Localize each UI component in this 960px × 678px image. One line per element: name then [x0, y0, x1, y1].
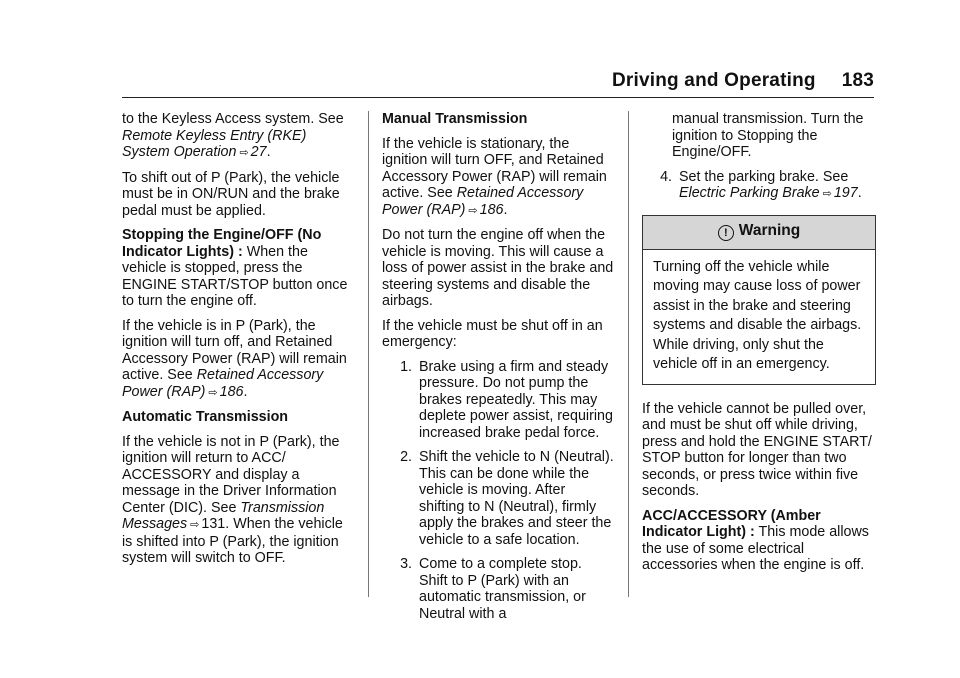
- emergency-steps-list: [382, 359, 614, 623]
- cross-reference-link[interactable]: Retained Accessory Power (RAP): [382, 185, 584, 218]
- page-reference-arrow-icon: ⇨: [822, 188, 832, 200]
- list-number: 1.: [400, 358, 412, 375]
- column-3: [642, 111, 876, 582]
- page-reference[interactable]: 131: [201, 516, 226, 532]
- paragraph: ACC/ACCESSORY (Amber Indicator Light) : This mode allows the use of some electrical accessories when the engine is off.: [642, 507, 869, 573]
- list-number: 3.: [400, 556, 412, 572]
- paragraph: If the vehicle is in P (Park), the ignition will turn off, and Retained Accessory Power (RAP) will remain active. See Retained Accessory Power (RAP) ⇨ 186.: [122, 317, 347, 400]
- page-reference-arrow-icon: ⇨: [208, 386, 218, 399]
- header-rule: [122, 97, 874, 98]
- warning-header: [643, 216, 875, 250]
- column-divider: [368, 111, 369, 597]
- page-reference[interactable]: 197: [833, 185, 858, 201]
- list-item: [382, 556, 614, 622]
- page-header: [612, 70, 874, 92]
- paragraph: If the vehicle cannot be pulled over, and must be shut off while driving, press and hold the ENGINE START/ STOP button for longer than two seconds, or press twice within five seconds.: [642, 400, 872, 499]
- page-number: 183: [841, 70, 874, 91]
- subheading: Automatic Transmission: [122, 409, 289, 425]
- page-reference[interactable]: 186: [479, 201, 504, 218]
- subheading: Manual Transmission: [382, 111, 528, 127]
- warning-title: Warning: [738, 221, 801, 239]
- list-text: Brake using a firm and steady pressure. Do not pump the brakes repeatedly. This may deplete power assist, requiring increased brake pedal force.: [419, 358, 613, 441]
- warning-triangle-icon: !: [718, 225, 734, 241]
- cross-reference-link[interactable]: Electric Parking Brake: [679, 185, 820, 201]
- warning-box: [642, 215, 876, 385]
- page-reference-arrow-icon: ⇨: [468, 204, 478, 217]
- paragraph: If the vehicle must be shut off in an emergency:: [382, 317, 603, 350]
- column-2: [382, 111, 614, 632]
- cross-reference-link[interactable]: Retained Accessory Power (RAP): [122, 367, 324, 400]
- section-title: Driving and Operating: [611, 70, 816, 91]
- cross-reference-link[interactable]: Remote Keyless Entry (RKE) System Operation: [122, 127, 307, 160]
- paragraph: If the vehicle is stationary, the ignition will turn OFF, and Retained Accessory Power (RAP) will remain active. See Retained Accessory Power (RAP) ⇨ 186.: [382, 135, 607, 218]
- page-reference[interactable]: 27: [250, 144, 267, 160]
- paragraph: Do not turn the engine off when the vehicle is moving. This will cause a loss of power assist in the brake and steering systems and disable the airbags.: [382, 227, 614, 309]
- list-item: [642, 169, 876, 203]
- run-in-heading: ACC/ACCESSORY (Amber Indicator Light) :: [642, 507, 821, 540]
- list-text: Set the parking brake. See Electric Parking Brake ⇨ 197.: [679, 168, 862, 201]
- list-item: [382, 449, 614, 548]
- list-number: 2.: [400, 449, 412, 465]
- list-text: Shift the vehicle to N (Neutral). This can be done while the vehicle is moving. After shifting to N (Neutral), firmly apply the brakes and steer the vehicle to a safe location.: [419, 449, 614, 548]
- paragraph: To shift out of P (Park), the vehicle must be in ON/RUN and the brake pedal must be applied.: [122, 169, 340, 219]
- list-item: [382, 359, 614, 442]
- paragraph: Stopping the Engine/OFF (No Indicator Lights) : When the vehicle is stopped, press the ENGINE START/STOP button once to turn the engine off.: [122, 227, 348, 309]
- list-item-continuation: manual transmission. Turn the ignition to Stopping the Engine/OFF.: [672, 111, 864, 160]
- cross-reference-link[interactable]: Transmission Messages: [122, 499, 325, 532]
- page-reference[interactable]: 186: [219, 383, 244, 400]
- column-divider: [628, 111, 629, 597]
- column-1: [122, 111, 352, 575]
- paragraph: to the Keyless Access system. See Remote Keyless Entry (RKE) System Operation ⇨ 27.: [122, 111, 344, 160]
- page-reference-arrow-icon: ⇨: [190, 519, 200, 531]
- paragraph: If the vehicle is not in P (Park), the ignition will return to ACC/ ACCESSORY and display a message in the Driver Information Center (DIC). See Transmission Messages ⇨ 131. When the vehicle is shifted into P (Park), the ignition system will switch to OFF.: [122, 433, 343, 566]
- page-reference-arrow-icon: ⇨: [239, 147, 249, 159]
- list-text: Come to a complete stop. Shift to P (Park) with an automatic transmission, or Neutral with a: [419, 556, 586, 622]
- list-number: 4.: [660, 168, 672, 185]
- run-in-heading: Stopping the Engine/OFF (No Indicator Lights) :: [122, 227, 322, 260]
- warning-body: Turning off the vehicle while moving may cause loss of power assist in the brake and steering systems and disable the airbags. While driving, only shut the vehicle off in an emergency.: [653, 258, 862, 372]
